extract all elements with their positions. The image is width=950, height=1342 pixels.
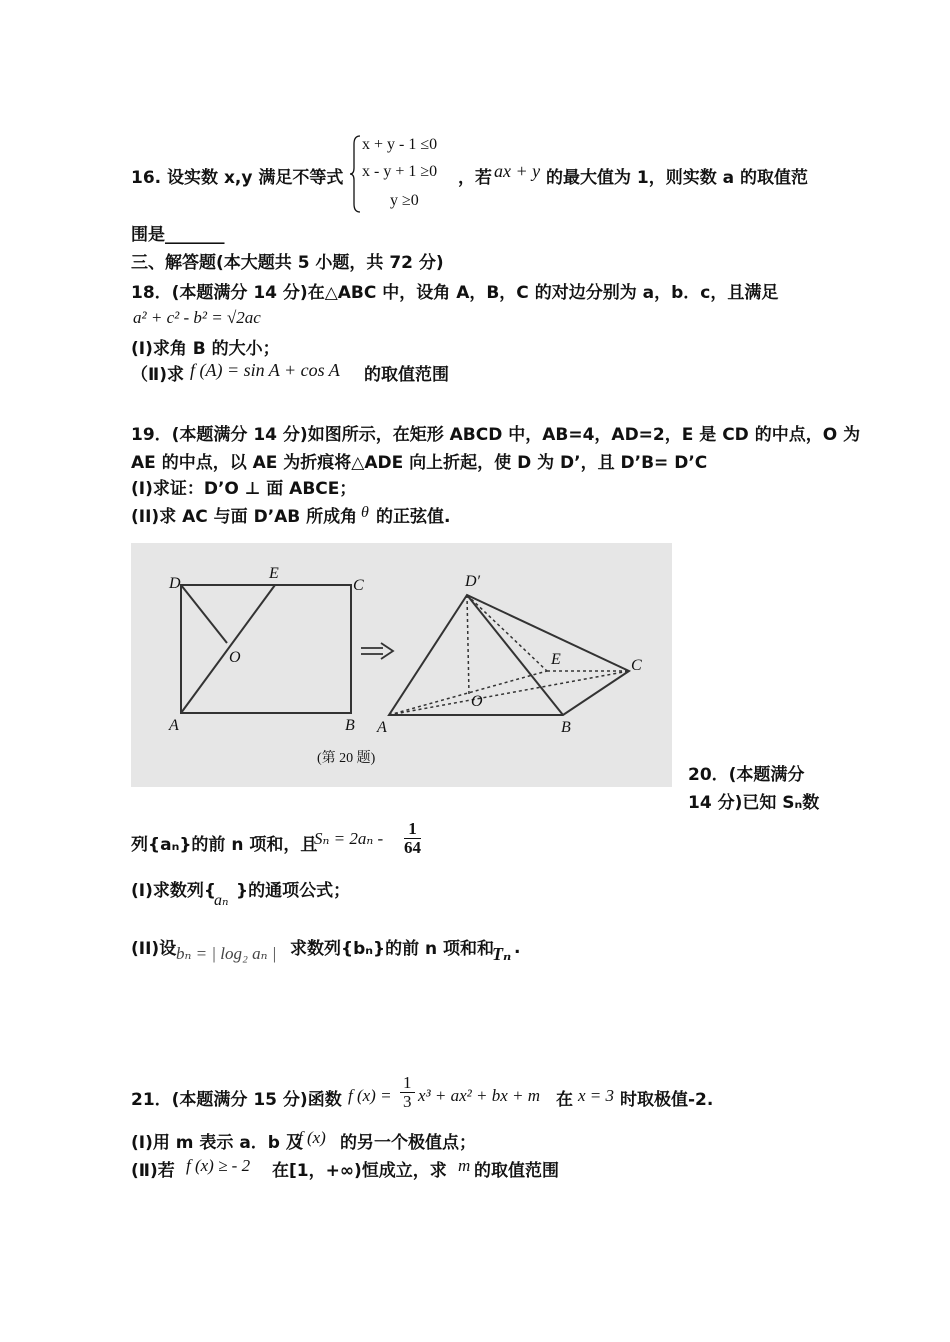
q16-mid: ，若	[458, 168, 492, 188]
q20-fraction	[404, 820, 421, 857]
q20-part2-formula: bₙ = | log₂ aₙ |	[176, 944, 277, 963]
q20-head1: 20．(本题满分	[688, 765, 805, 785]
q16-inequality-1: x + y - 1 ≤0	[362, 136, 438, 153]
figure-label-right-c: C	[631, 657, 642, 674]
q21-part2-prefix: (Ⅱ)若	[131, 1161, 175, 1181]
q21-part1-suffix: 的另一个极值点；	[340, 1133, 476, 1153]
q20-line2-prefix: 列{aₙ}的前 n 项和，且	[131, 835, 318, 855]
q19-line1: 19．(本题满分 14 分)如图所示，在矩形 ABCD 中，AB=4，AD=2，E 是 CD 的中点，O 为	[131, 425, 861, 445]
q20-head2: 14 分)已知 Sₙ数	[688, 793, 820, 813]
q18-part1: (I)求角 B 的大小；	[131, 339, 280, 359]
q16-inequality-3: y ≥0	[390, 192, 419, 209]
q16-prefix: 16. 设实数 x,y 满足不等式	[131, 168, 344, 188]
q21-condition: x = 3	[578, 1086, 615, 1105]
q19-part1: (I)求证：D’O ⊥ 面 ABCE；	[131, 479, 357, 499]
q21-suffix: 时取极值-2.	[620, 1090, 714, 1110]
figure-label-right-b: B	[561, 719, 571, 736]
q21-frac-num: 1	[400, 1074, 415, 1093]
figure-label-left-o: O	[229, 649, 241, 666]
q21-fraction	[400, 1074, 415, 1111]
q18-part2-formula: f (A) = sin A + cos A	[190, 360, 340, 380]
q20-part1-symbol: aₙ	[214, 892, 229, 909]
q16-inequality-2: x - y + 1 ≥0	[362, 163, 438, 180]
section-heading: 三、解答题(本大题共 5 小题，共 72 分)	[131, 253, 444, 273]
q21-part2-suffix: 的取值范围	[474, 1161, 559, 1181]
q21-prefix: 21．(本题满分 15 分)函数	[131, 1090, 342, 1110]
q18-line1: 18．(本题满分 14 分)在△ABC 中，设角 A，B，C 的对边分别为 a，b．c，且满足	[131, 283, 779, 303]
q21-formula-right: x³ + ax² + bx + m	[418, 1086, 541, 1105]
q16-expression: ax + y	[494, 161, 541, 181]
q18-formula: a² + c² - b² = √2ac	[133, 308, 261, 327]
q20-part2-end: .	[514, 938, 521, 958]
q19-part2-prefix: (II)求 AC 与面 D’AB 所成角	[131, 507, 358, 527]
q16-suffix: 的最大值为 1，则实数 a 的取值范	[546, 168, 809, 188]
q18-part2-prefix: （Ⅱ)求	[131, 365, 184, 385]
q21-part1-formula: f (x)	[298, 1128, 326, 1147]
figure-label-right-o: O	[471, 693, 483, 710]
q21-part2-formula: f (x) ≥ - 2	[186, 1156, 251, 1175]
q20-part2-symbol: Tₙ	[492, 944, 512, 964]
figure-label-left-b: B	[345, 717, 355, 734]
figure-drawing	[131, 543, 672, 787]
folding-figure	[131, 543, 672, 787]
figure-caption: (第 20 题)	[317, 751, 376, 766]
q19-line2: AE 的中点，以 AE 为折痕将△ADE 向上折起，使 D 为 D’，且 D’B= D’C	[131, 453, 708, 473]
q20-part2-prefix: (II)设	[131, 939, 177, 959]
q20-part2-mid: 求数列{bₙ}的前 n 项和和	[290, 939, 495, 959]
q18-part2-suffix: 的取值范围	[364, 365, 449, 385]
figure-label-left-a: A	[169, 717, 179, 734]
figure-label-left-e: E	[269, 565, 279, 582]
q21-part1-prefix: (I)用 m 表示 a．b 及	[131, 1133, 303, 1153]
figure-label-left-c: C	[353, 577, 364, 594]
figure-label-right-a: A	[377, 719, 387, 736]
figure-label-left-d: D	[169, 575, 181, 592]
q19-theta: θ	[361, 504, 369, 521]
q21-part2-symbol: m	[458, 1156, 471, 1175]
q19-part2-suffix: 的正弦值.	[376, 507, 451, 527]
q20-frac-num: 1	[404, 820, 421, 839]
q20-part1-prefix: (I)求数列{	[131, 881, 216, 901]
q21-part2-mid: 在[1，+∞)恒成立，求	[272, 1161, 447, 1181]
q21-mid: 在	[556, 1090, 573, 1110]
q20-frac-den: 64	[404, 838, 421, 857]
q20-line2-formula: Sₙ = 2aₙ -	[314, 829, 384, 848]
figure-label-right-d-prime: D′	[465, 573, 481, 590]
q16-brace	[348, 134, 362, 214]
q21-frac-den: 3	[403, 1092, 412, 1111]
q21-formula-left: f (x) =	[348, 1086, 392, 1105]
figure-label-right-e: E	[551, 651, 561, 668]
q20-part1-suffix: }的通项公式；	[236, 881, 351, 901]
q16-line2: 围是_______	[131, 225, 225, 245]
